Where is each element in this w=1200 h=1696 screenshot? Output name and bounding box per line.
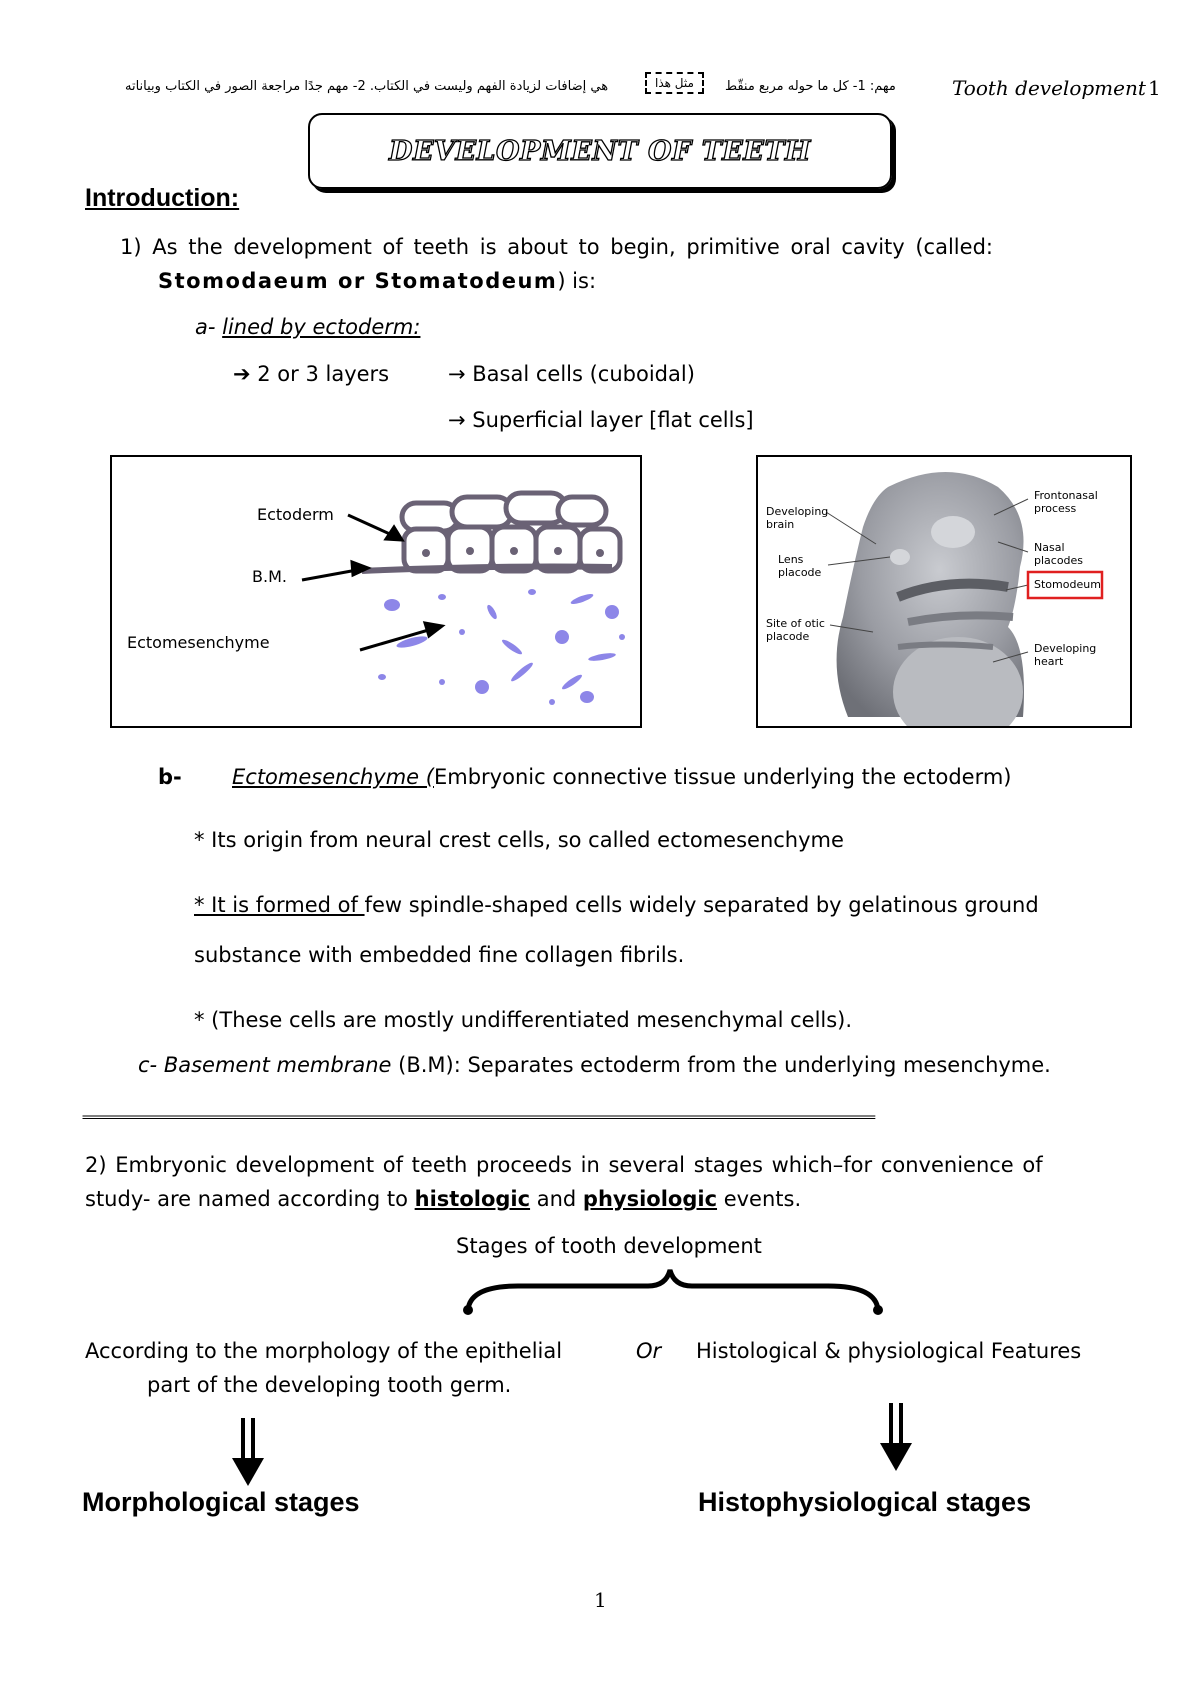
histologic-term: histologic xyxy=(414,1187,531,1211)
section-b-bullet-2 xyxy=(194,890,1039,920)
basal-cells-text: → Basal cells (cuboidal) xyxy=(448,362,695,386)
section-b-label: b- xyxy=(158,765,182,789)
ectomesenchyme-desc: Embryonic connective tissue underlying the ectoderm) xyxy=(433,765,1012,789)
header-arabic-note-2: هي إضافات لزيادة الفهم وليست في الكتاب. 2- مهم جدًا مراجعة الصور في الكتاب وبياناته xyxy=(125,79,609,94)
label-developing-brain: Developing brain xyxy=(766,505,829,531)
layers-text: ➔ 2 or 3 layers xyxy=(233,362,390,386)
stomodaeum-term: Stomodaeum or Stomatodeum xyxy=(158,269,558,293)
intro-p1-end: ) is: xyxy=(557,269,597,293)
part2-and: and xyxy=(530,1187,583,1211)
spindle-cells-text: few spindle-shaped cells widely separated by gelatinous ground xyxy=(364,893,1039,917)
formed-of-text: * It is formed of xyxy=(194,893,365,917)
label-ectoderm: Ectoderm xyxy=(257,505,334,524)
morphological-stages: Morphological stages xyxy=(82,1487,360,1517)
intro-a-label: a- xyxy=(195,315,216,339)
separator-line: ================================================================================================================================================== xyxy=(82,1110,874,1124)
stages-title: Stages of tooth development xyxy=(456,1234,762,1258)
section-b-bullet-2-cont: substance with embedded fine collagen fibrils. xyxy=(194,943,685,967)
footer-page-number: 1 xyxy=(594,1588,607,1612)
label-developing-heart: Developing heart xyxy=(1034,642,1097,668)
label-frontonasal-process: Frontonasal process xyxy=(1034,489,1098,515)
intro-a-text: lined by ectoderm: xyxy=(222,315,421,339)
histophysiology-criterion: Histological & physiological Features xyxy=(696,1339,1082,1363)
header-title: Tooth development xyxy=(952,76,1146,100)
ectoderm-diagram xyxy=(112,457,640,726)
intro-p1-line1: 1) As the development of teeth is about to begin, primitive oral cavity (called: xyxy=(120,235,993,259)
label-ectomesenchyme: Ectomesenchyme xyxy=(127,633,270,652)
left-down-arrow-icon xyxy=(230,1418,266,1488)
superficial-layer-text: → Superficial layer [flat cells] xyxy=(448,408,754,432)
section-b-bullet-3: * (These cells are mostly undifferentiated mesenchymal cells). xyxy=(194,1008,853,1032)
header-boxed-example: مثل هذا xyxy=(645,72,704,94)
section-c xyxy=(138,1050,1051,1080)
label-nasal-placodes: Nasal placodes xyxy=(1034,541,1084,567)
section-c-label: c- xyxy=(138,1053,158,1077)
header-page-number: 1 xyxy=(1148,76,1161,100)
label-otic-placode: Site of otic placode xyxy=(766,617,825,643)
intro-a-item xyxy=(195,312,420,342)
main-title-box xyxy=(308,113,892,189)
part2-line2 xyxy=(85,1184,801,1214)
histophysiological-stages: Histophysiological stages xyxy=(698,1487,1032,1517)
ectoderm-figure xyxy=(110,455,642,728)
intro-p1-line2 xyxy=(158,266,596,296)
part2-line2-start: study- are named according to xyxy=(85,1187,415,1211)
section-b-line xyxy=(232,762,1012,792)
section-b-bullet-1: * Its origin from neural crest cells, so called ectomesenchyme xyxy=(194,828,844,852)
morphology-criterion-line1: According to the morphology of the epithelial xyxy=(85,1339,563,1363)
part2-line2-end: events. xyxy=(717,1187,802,1211)
part2-line1: 2) Embryonic development of teeth proceeds in several stages which–for convenience of xyxy=(85,1153,1043,1177)
morphology-criterion-line2: part of the developing tooth germ. xyxy=(147,1373,512,1397)
section-c-text: (B.M): Separates ectoderm from the underlying mesenchyme. xyxy=(391,1053,1051,1077)
header-arabic-note: مهم: 1- كل ما حوله مربع منقّط xyxy=(725,79,896,94)
label-lens-placode: Lens placode xyxy=(778,553,822,579)
label-basement-membrane: B.M. xyxy=(252,567,287,586)
curly-brace xyxy=(458,1262,888,1317)
embryo-figure xyxy=(756,455,1132,728)
basement-membrane-term: Basement membrane xyxy=(163,1053,392,1077)
label-stomodeum: Stomodeum xyxy=(1034,578,1101,591)
intro-heading: Introduction: xyxy=(85,184,240,212)
or-text: Or xyxy=(636,1339,662,1363)
ectomesenchyme-term: Ectomesenchyme ( xyxy=(232,765,434,789)
main-title: DEVELOPMENT OF TEETH xyxy=(389,135,811,167)
physiologic-term: physiologic xyxy=(582,1187,718,1211)
right-down-arrow-icon xyxy=(878,1403,914,1473)
